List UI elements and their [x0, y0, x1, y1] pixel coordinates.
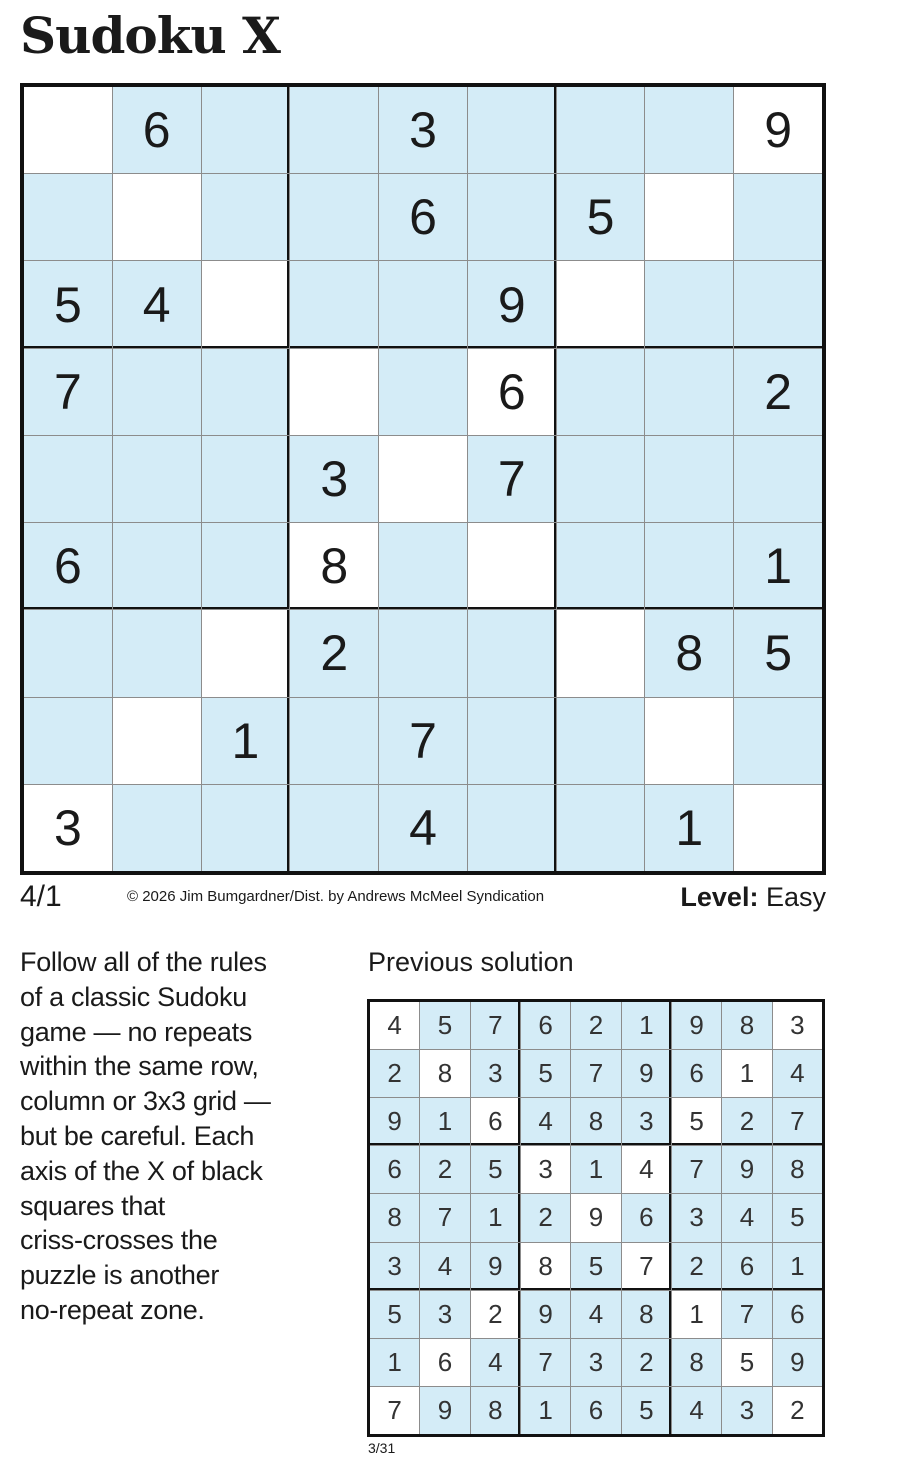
- solution-cell-r2c7: 6: [672, 1050, 721, 1097]
- puzzle-cell-r1c2[interactable]: 6: [113, 87, 201, 173]
- sudoku-grid: [20, 83, 826, 875]
- solution-cell-r2c4: 5: [521, 1050, 570, 1097]
- solution-cell-r3c4: 4: [521, 1098, 570, 1145]
- solution-cell-r6c1: 3: [370, 1243, 419, 1290]
- puzzle-cell-r3c3[interactable]: [202, 261, 290, 347]
- puzzle-cell-r4c9[interactable]: 2: [734, 349, 822, 435]
- solution-cell-r6c3: 9: [471, 1243, 520, 1290]
- solution-cell-r3c7: 5: [672, 1098, 721, 1145]
- puzzle-cell-r9c5[interactable]: 4: [379, 785, 467, 871]
- solution-cell-r5c1: 8: [370, 1194, 419, 1241]
- puzzle-cell-r9c9[interactable]: [734, 785, 822, 871]
- solution-cell-r6c6: 7: [622, 1243, 671, 1290]
- solution-cell-r7c9: 6: [773, 1291, 822, 1338]
- solution-cell-r5c8: 4: [722, 1194, 771, 1241]
- solution-cell-r6c8: 6: [722, 1243, 771, 1290]
- puzzle-cell-r2c9[interactable]: [734, 174, 822, 260]
- puzzle-cell-r2c8[interactable]: [645, 174, 733, 260]
- puzzle-cell-r1c5[interactable]: 3: [379, 87, 467, 173]
- solution-cell-r7c3: 2: [471, 1291, 520, 1338]
- solution-cell-r8c8: 5: [722, 1339, 771, 1386]
- solution-cell-r3c6: 3: [622, 1098, 671, 1145]
- puzzle-cell-r5c5[interactable]: [379, 436, 467, 522]
- puzzle-cell-r8c2[interactable]: [113, 698, 201, 784]
- puzzle-cell-r5c7[interactable]: [557, 436, 645, 522]
- previous-solution-heading: Previous solution: [368, 947, 574, 977]
- solution-cell-r4c8: 9: [722, 1146, 771, 1193]
- puzzle-cell-r5c4[interactable]: 3: [290, 436, 378, 522]
- puzzle-cell-r7c3[interactable]: [202, 610, 290, 696]
- puzzle-cell-r7c7[interactable]: [557, 610, 645, 696]
- puzzle-cell-r6c9[interactable]: 1: [734, 523, 822, 609]
- solution-cell-r4c2: 2: [420, 1146, 469, 1193]
- puzzle-cell-r1c3[interactable]: [202, 87, 290, 173]
- puzzle-cell-r3c8[interactable]: [645, 261, 733, 347]
- solution-cell-r1c6: 1: [622, 1002, 671, 1049]
- solution-cell-r2c5: 7: [571, 1050, 620, 1097]
- rules-text: Follow all of the rules of a classic Sudoku game — no repeats within the same row, column or 3x3 grid — but be careful. Each axis of the X of black squares that criss-crosses the puzzle is another no-repeat zone.: [20, 947, 271, 1325]
- solution-cell-r6c2: 4: [420, 1243, 469, 1290]
- puzzle-cell-r6c4[interactable]: 8: [290, 523, 378, 609]
- puzzle-cell-r2c2[interactable]: [113, 174, 201, 260]
- puzzle-cell-r5c3[interactable]: [202, 436, 290, 522]
- solution-cell-r5c3: 1: [471, 1194, 520, 1241]
- puzzle-cell-r4c1[interactable]: 7: [24, 349, 112, 435]
- puzzle-cell-r6c8[interactable]: [645, 523, 733, 609]
- puzzle-cell-r4c8[interactable]: [645, 349, 733, 435]
- puzzle-cell-r5c2[interactable]: [113, 436, 201, 522]
- puzzle-cell-r7c1[interactable]: [24, 610, 112, 696]
- solution-cell-r8c3: 4: [471, 1339, 520, 1386]
- puzzle-cell-r3c1[interactable]: 5: [24, 261, 112, 347]
- solution-cell-r4c5: 1: [571, 1146, 620, 1193]
- puzzle-cell-r7c2[interactable]: [113, 610, 201, 696]
- solution-cell-r9c7: 4: [672, 1387, 721, 1434]
- puzzle-cell-r8c6[interactable]: [468, 698, 556, 784]
- solution-cell-r8c2: 6: [420, 1339, 469, 1386]
- puzzle-title: Sudoku X: [20, 6, 280, 65]
- solution-cell-r5c4: 2: [521, 1194, 570, 1241]
- solution-cell-r3c3: 6: [471, 1098, 520, 1145]
- level-value: Easy: [765, 882, 826, 912]
- puzzle-cell-r7c4[interactable]: 2: [290, 610, 378, 696]
- solution-cell-r9c2: 9: [420, 1387, 469, 1434]
- puzzle-cell-r9c8[interactable]: 1: [645, 785, 733, 871]
- puzzle-cell-r1c6[interactable]: [468, 87, 556, 173]
- solution-cell-r7c1: 5: [370, 1291, 419, 1338]
- solution-cell-r4c7: 7: [672, 1146, 721, 1193]
- solution-cell-r7c7: 1: [672, 1291, 721, 1338]
- solution-cell-r4c1: 6: [370, 1146, 419, 1193]
- puzzle-cell-r5c1[interactable]: [24, 436, 112, 522]
- puzzle-cell-r5c6[interactable]: 7: [468, 436, 556, 522]
- previous-solution-date: 3/31: [368, 1440, 396, 1456]
- solution-cell-r2c3: 3: [471, 1050, 520, 1097]
- solution-cell-r8c7: 8: [672, 1339, 721, 1386]
- puzzle-cell-r6c7[interactable]: [557, 523, 645, 609]
- solution-cell-r7c2: 3: [420, 1291, 469, 1338]
- solution-cell-r9c9: 2: [773, 1387, 822, 1434]
- puzzle-cell-r7c8[interactable]: 8: [645, 610, 733, 696]
- puzzle-cell-r6c5[interactable]: [379, 523, 467, 609]
- solution-cell-r7c8: 7: [722, 1291, 771, 1338]
- solution-cell-r1c7: 9: [672, 1002, 721, 1049]
- solution-cell-r1c1: 4: [370, 1002, 419, 1049]
- puzzle-cell-r8c5[interactable]: 7: [379, 698, 467, 784]
- puzzle-cell-r2c6[interactable]: [468, 174, 556, 260]
- solution-cell-r2c6: 9: [622, 1050, 671, 1097]
- puzzle-cell-r6c3[interactable]: [202, 523, 290, 609]
- solution-cell-r3c9: 7: [773, 1098, 822, 1145]
- puzzle-cell-r2c7[interactable]: 5: [557, 174, 645, 260]
- solution-cell-r7c5: 4: [571, 1291, 620, 1338]
- solution-cell-r8c6: 2: [622, 1339, 671, 1386]
- solution-cell-r5c2: 7: [420, 1194, 469, 1241]
- puzzle-cell-r3c5[interactable]: [379, 261, 467, 347]
- puzzle-cell-r5c8[interactable]: [645, 436, 733, 522]
- puzzle-cell-r9c7[interactable]: [557, 785, 645, 871]
- puzzle-cell-r3c7[interactable]: [557, 261, 645, 347]
- puzzle-cell-r1c7[interactable]: [557, 87, 645, 173]
- puzzle-cell-r9c4[interactable]: [290, 785, 378, 871]
- solution-cell-r4c4: 3: [521, 1146, 570, 1193]
- puzzle-cell-r1c4[interactable]: [290, 87, 378, 173]
- puzzle-date: 4/1: [20, 880, 62, 913]
- solution-cell-r3c2: 1: [420, 1098, 469, 1145]
- solution-cell-r8c1: 1: [370, 1339, 419, 1386]
- puzzle-cell-r1c1[interactable]: [24, 87, 112, 173]
- puzzle-cell-r2c1[interactable]: [24, 174, 112, 260]
- puzzle-cell-r4c4[interactable]: [290, 349, 378, 435]
- puzzle-cell-r8c7[interactable]: [557, 698, 645, 784]
- solution-cell-r8c5: 3: [571, 1339, 620, 1386]
- solution-cell-r5c6: 6: [622, 1194, 671, 1241]
- previous-solution-grid: [367, 999, 825, 1437]
- puzzle-cell-r4c2[interactable]: [113, 349, 201, 435]
- solution-cell-r1c5: 2: [571, 1002, 620, 1049]
- solution-cell-r9c5: 6: [571, 1387, 620, 1434]
- solution-cell-r1c2: 5: [420, 1002, 469, 1049]
- puzzle-cell-r2c4[interactable]: [290, 174, 378, 260]
- puzzle-cell-r8c1[interactable]: [24, 698, 112, 784]
- puzzle-cell-r8c8[interactable]: [645, 698, 733, 784]
- puzzle-cell-r4c7[interactable]: [557, 349, 645, 435]
- puzzle-cell-r2c3[interactable]: [202, 174, 290, 260]
- solution-cell-r3c8: 2: [722, 1098, 771, 1145]
- solution-cell-r9c8: 3: [722, 1387, 771, 1434]
- puzzle-cell-r7c6[interactable]: [468, 610, 556, 696]
- solution-cell-r7c6: 8: [622, 1291, 671, 1338]
- puzzle-cell-r9c6[interactable]: [468, 785, 556, 871]
- puzzle-cell-r8c9[interactable]: [734, 698, 822, 784]
- puzzle-cell-r9c3[interactable]: [202, 785, 290, 871]
- puzzle-cell-r3c6[interactable]: 9: [468, 261, 556, 347]
- puzzle-cell-r1c9[interactable]: 9: [734, 87, 822, 173]
- solution-cell-r5c7: 3: [672, 1194, 721, 1241]
- solution-cell-r8c4: 7: [521, 1339, 570, 1386]
- solution-cell-r6c5: 5: [571, 1243, 620, 1290]
- puzzle-cell-r6c1[interactable]: 6: [24, 523, 112, 609]
- solution-cell-r2c8: 1: [722, 1050, 771, 1097]
- solution-cell-r1c3: 7: [471, 1002, 520, 1049]
- solution-cell-r6c4: 8: [521, 1243, 570, 1290]
- puzzle-cell-r6c6[interactable]: [468, 523, 556, 609]
- solution-cell-r9c6: 5: [622, 1387, 671, 1434]
- solution-cell-r1c9: 3: [773, 1002, 822, 1049]
- difficulty-level: [680, 877, 826, 917]
- puzzle-cell-r4c6[interactable]: 6: [468, 349, 556, 435]
- puzzle-cell-r1c8[interactable]: [645, 87, 733, 173]
- level-label: Level:: [680, 882, 759, 912]
- puzzle-cell-r8c3[interactable]: 1: [202, 698, 290, 784]
- puzzle-cell-r9c1[interactable]: 3: [24, 785, 112, 871]
- solution-cell-r2c1: 2: [370, 1050, 419, 1097]
- puzzle-cell-r9c2[interactable]: [113, 785, 201, 871]
- solution-cell-r4c9: 8: [773, 1146, 822, 1193]
- puzzle-cell-r7c9[interactable]: 5: [734, 610, 822, 696]
- puzzle-cell-r7c5[interactable]: [379, 610, 467, 696]
- puzzle-cell-r4c5[interactable]: [379, 349, 467, 435]
- solution-cell-r7c4: 9: [521, 1291, 570, 1338]
- copyright-notice: © 2026 Jim Bumgardner/Dist. by Andrews McMeel Syndication: [127, 888, 545, 905]
- solution-cell-r8c9: 9: [773, 1339, 822, 1386]
- solution-cell-r2c2: 8: [420, 1050, 469, 1097]
- solution-cell-r9c1: 7: [370, 1387, 419, 1434]
- puzzle-cell-r6c2[interactable]: [113, 523, 201, 609]
- solution-cell-r4c3: 5: [471, 1146, 520, 1193]
- puzzle-cell-r3c2[interactable]: 4: [113, 261, 201, 347]
- solution-cell-r6c9: 1: [773, 1243, 822, 1290]
- solution-cell-r3c1: 9: [370, 1098, 419, 1145]
- puzzle-cell-r2c5[interactable]: 6: [379, 174, 467, 260]
- solution-cell-r2c9: 4: [773, 1050, 822, 1097]
- puzzle-cell-r8c4[interactable]: [290, 698, 378, 784]
- solution-cell-r6c7: 2: [672, 1243, 721, 1290]
- solution-cell-r5c5: 9: [571, 1194, 620, 1241]
- puzzle-cell-r3c9[interactable]: [734, 261, 822, 347]
- puzzle-cell-r5c9[interactable]: [734, 436, 822, 522]
- solution-cell-r4c6: 4: [622, 1146, 671, 1193]
- solution-cell-r3c5: 8: [571, 1098, 620, 1145]
- solution-cell-r5c9: 5: [773, 1194, 822, 1241]
- puzzle-cell-r3c4[interactable]: [290, 261, 378, 347]
- solution-cell-r9c4: 1: [521, 1387, 570, 1434]
- solution-cell-r1c8: 8: [722, 1002, 771, 1049]
- solution-cell-r1c4: 6: [521, 1002, 570, 1049]
- solution-cell-r9c3: 8: [471, 1387, 520, 1434]
- puzzle-cell-r4c3[interactable]: [202, 349, 290, 435]
